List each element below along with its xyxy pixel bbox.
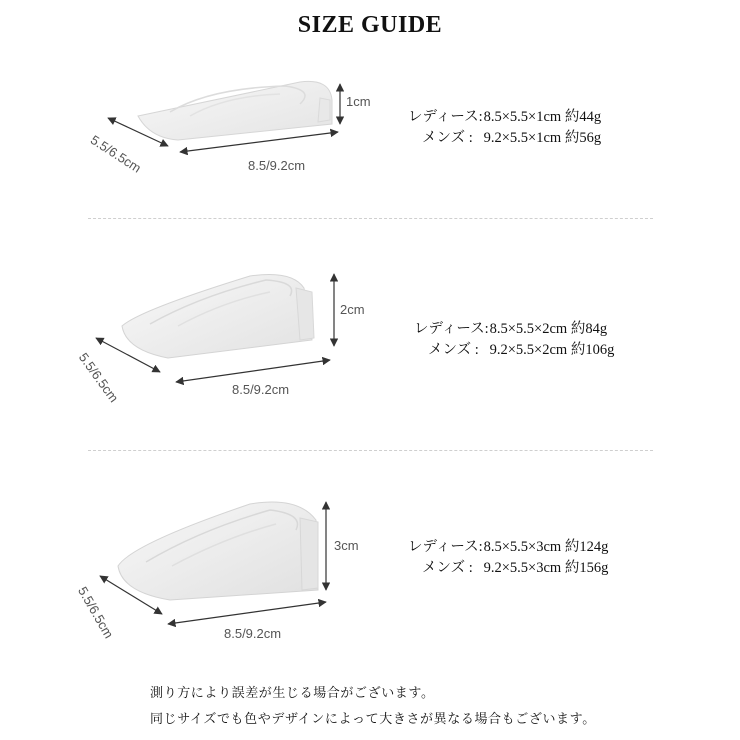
spec-mens: メンズ : 9.2×5.5×1cm 約56g [422, 130, 602, 146]
size-row-2cm [0, 240, 740, 440]
spec-mens: メンズ : 9.2×5.5×3cm 約156g [422, 560, 609, 576]
width-label: 5.5/6.5cm [75, 584, 117, 641]
height-label: 1cm [346, 94, 371, 109]
size-row-3cm [0, 460, 740, 670]
heel-pad-3cm-illustration [0, 460, 740, 670]
note-size-variation: 同じサイズでも色やデザインによって大きさが異なる場合もございます。 [150, 712, 596, 727]
section-divider [88, 450, 653, 451]
heel-pad-1cm-illustration [0, 60, 740, 220]
section-divider [88, 218, 653, 219]
heel-pad-3cm-shape [118, 502, 318, 600]
spec-ladies: レディース: 8.5×5.5×3cm 約124g [408, 539, 609, 555]
length-label: 8.5/9.2cm [248, 158, 306, 173]
spec-mens: メンズ : 9.2×5.5×2cm 約106g [428, 342, 615, 358]
heel-pad-1cm-shape [138, 81, 332, 140]
heel-pad-2cm-illustration [0, 240, 740, 440]
length-dimension-arrow [176, 360, 330, 382]
size-row-1cm [0, 60, 740, 220]
width-label: 5.5/6.5cm [75, 350, 122, 406]
note-measurement-error: 測り方により誤差が生じる場合がございます。 [150, 686, 435, 701]
length-label: 8.5/9.2cm [224, 626, 282, 641]
length-dimension-arrow [168, 602, 326, 624]
length-label: 8.5/9.2cm [232, 382, 290, 397]
spec-ladies: レディース: 8.5×5.5×2cm 約84g [414, 321, 608, 337]
page-title: SIZE GUIDE [297, 12, 443, 38]
spec-ladies: レディース: 8.5×5.5×1cm 約44g [408, 109, 602, 125]
height-label: 2cm [340, 302, 365, 317]
height-label: 3cm [334, 538, 359, 553]
width-label: 5.5/6.5cm [87, 132, 144, 176]
heel-pad-2cm-shape [122, 275, 314, 359]
